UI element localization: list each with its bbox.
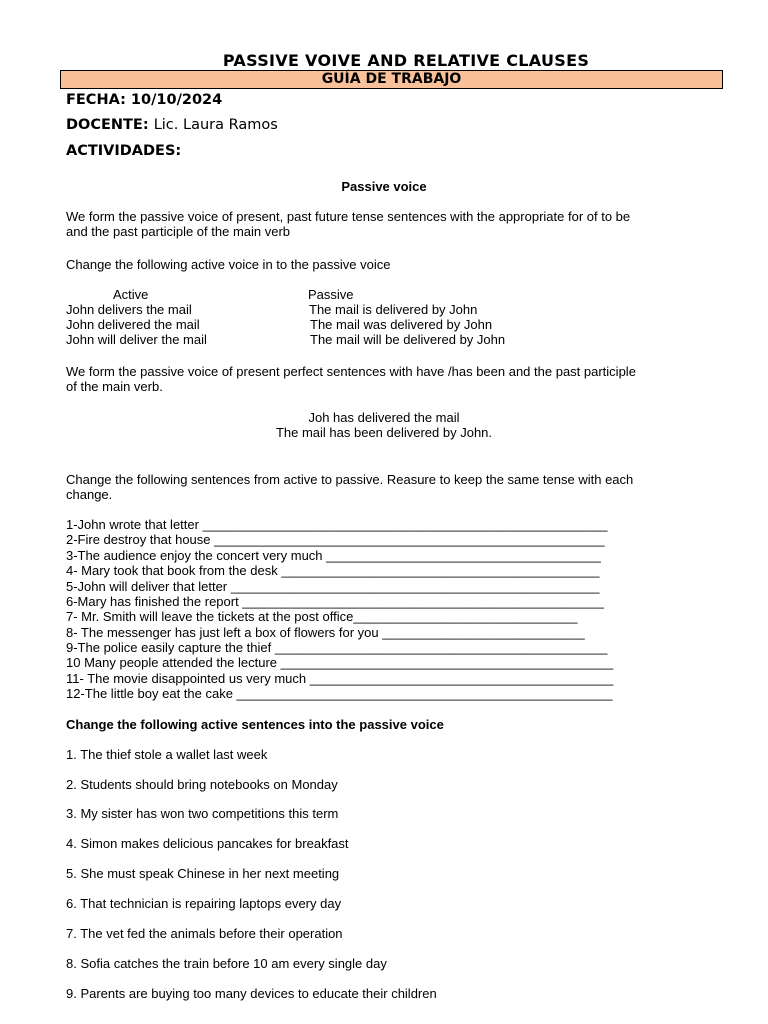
exercise1-item: 12-The little boy eat the cake ____________________________________________________ [66,686,613,701]
perfect-example-passive: The mail has been delivered by John. [275,425,493,440]
passive-instruction: Change the following active voice in to the passive voice [66,257,391,272]
exercise2-item: 1. The thief stole a wallet last week [66,747,268,762]
exercise1-instruction-2: change. [66,487,113,502]
fecha-line: FECHA: 10/10/2024 [66,92,223,108]
example-active: John delivered the mail [66,317,200,332]
exercise2-item: 7. The vet fed the animals before their operation [66,926,343,941]
docente-value: Lic. Laura Ramos [153,117,278,133]
exercise1-item: 10 Many people attended the lecture ______________________________________________ [66,655,614,670]
passive-heading: Passive voice [341,179,427,194]
example-active: John delivers the mail [66,302,192,317]
perfect-intro-1: We form the passive voice of present perfect sentences with have /has been and the past participle [66,364,636,379]
actividades-label: ACTIVIDADES: [66,143,182,159]
exercise1-item: 6-Mary has finished the report __________________________________________________ [66,594,604,609]
exercise2-item: 3. My sister has won two competitions this term [66,806,339,821]
exercise2-item: 4. Simon makes delicious pancakes for breakfast [66,836,349,851]
exercise2-item: 8. Sofia catches the train before 10 am every single day [66,956,387,971]
example-passive: The mail was delivered by John [310,317,493,332]
exercise1-instruction-1: Change the following sentences from active to passive. Reasure to keep the same tense with each [66,472,634,487]
exercise1-item: 1-John wrote that letter ________________________________________________________ [66,517,608,532]
docente-label: DOCENTE: [66,117,149,133]
passive-intro-2: and the past participle of the main verb [66,224,291,239]
page-title: PASSIVE VOIVE AND RELATIVE CLAUSES [222,51,590,70]
exercise1-item: 9-The police easily capture the thief ______________________________________________ [66,640,608,655]
perfect-intro-2: of the main verb. [66,379,163,394]
exercise2-item: 9. Parents are buying too many devices to educate their children [66,986,437,1001]
perfect-example-active: Joh has delivered the mail [308,410,460,425]
exercise1-item: 4- Mary took that book from the desk ____________________________________________ [66,563,600,578]
exercise2-heading: Change the following active sentences into the passive voice [66,717,444,732]
example-passive: The mail is delivered by John [309,302,478,317]
exercise1-item: 2-Fire destroy that house ______________________________________________________ [66,532,605,547]
example-passive: The mail will be delivered by John [310,332,506,347]
col-passive-header: Passive [308,287,354,302]
exercise1-item: 11- The movie disappointed us very much __________________________________________ [66,671,614,686]
docente-line [66,117,278,133]
exercise2-item: 6. That technician is repairing laptops every day [66,896,342,911]
exercise2-item: 5. She must speak Chinese in her next meeting [66,866,340,881]
exercise1-item: 3-The audience enjoy the concert very much ______________________________________ [66,548,601,563]
exercise1-item: 8- The messenger has just left a box of flowers for you ____________________________ [66,625,585,640]
exercise2-item: 2. Students should bring notebooks on Monday [66,777,338,792]
passive-intro-1: We form the passive voice of present, past future tense sentences with the appropriate for of to be [66,209,631,224]
col-active-header: Active [113,287,149,302]
exercise1-item: 5-John will deliver that letter ___________________________________________________ [66,579,600,594]
subtitle: GUÍA DE TRABAJO [321,71,462,87]
example-active: John will deliver the mail [66,332,207,347]
exercise1-item: 7- Mr. Smith will leave the tickets at the post office_______________________________ [66,609,578,624]
